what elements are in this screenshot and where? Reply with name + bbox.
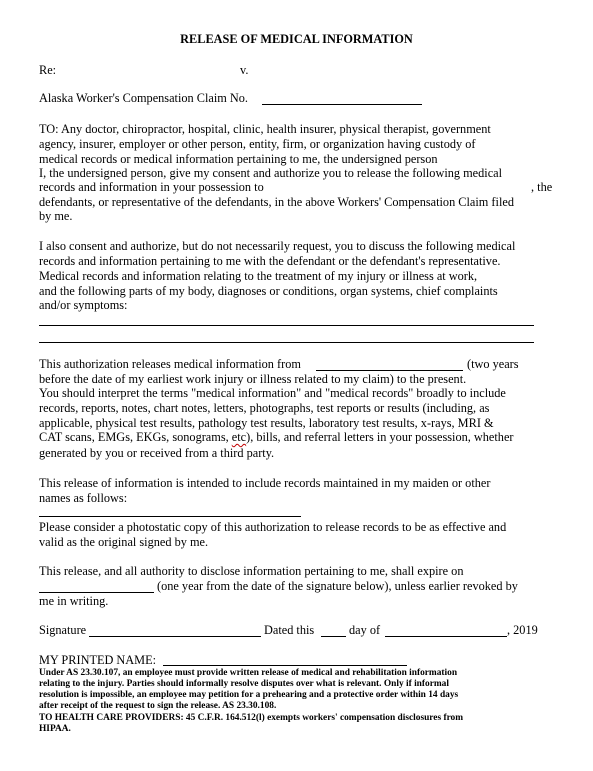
to-line-2: agency, insurer, employer or other person, entity, firm, or organization having custody of bbox=[39, 137, 476, 151]
versus-label: v. bbox=[240, 63, 249, 77]
expire-line-2: (one year from the date of the signature below), unless earlier revoked by bbox=[157, 579, 518, 593]
etc-word: etc bbox=[231, 430, 247, 444]
auth-line-6-a: CAT scans, EMGs, EKGs, sonograms, bbox=[39, 430, 229, 444]
consent-line-4: and the following parts of my body, diagnoses or conditions, organ systems, chief complaints bbox=[39, 284, 498, 298]
to-line-6: defendants, or representative of the defendants, in the above Workers' Compensation Claim filed bbox=[39, 195, 514, 209]
consent-line-5: and/or symptoms: bbox=[39, 298, 128, 312]
auth-line-3: You should interpret the terms "medical information" and "medical records" broadly to include bbox=[39, 386, 506, 400]
claim-number-field[interactable] bbox=[262, 104, 422, 105]
notice-line-4: after receipt of the request to sign the release. AS 23.30.108. bbox=[39, 701, 277, 711]
month-field[interactable] bbox=[385, 636, 507, 637]
auth-line-6-b: ), bills, and referral letters in your possession, whether bbox=[246, 430, 514, 444]
maiden-line-2: names as follows: bbox=[39, 491, 128, 505]
signature-label: Signature bbox=[39, 623, 87, 637]
year-label: , 2019 bbox=[507, 623, 538, 637]
notice-line-1: Under AS 23.30.107, an employee must provide written release of medical and rehabilitation information bbox=[39, 668, 458, 678]
consent-line-1: I also consent and authorize, but do not necessarily request, you to discuss the following medical bbox=[39, 239, 516, 253]
dated-this-label: Dated this bbox=[264, 623, 315, 637]
consent-line-2: records and information pertaining to me with the defendant or the defendant's representative. bbox=[39, 254, 501, 268]
to-line-1: TO: Any doctor, chiropractor, hospital, clinic, health insurer, physical therapist, government bbox=[39, 122, 491, 136]
consent-line-3: Medical records and information relating to the treatment of my injury or illness at work, bbox=[39, 269, 478, 283]
notice-line-5: TO HEALTH CARE PROVIDERS: 45 C.F.R. 164.512(l) exempts workers' compensation disclosures from bbox=[39, 713, 464, 723]
to-line-3: medical records or medical information pertaining to me, the undersigned person bbox=[39, 152, 438, 166]
expiration-date-field[interactable] bbox=[39, 592, 154, 593]
claim-number-label: Alaska Worker's Compensation Claim No. bbox=[39, 91, 248, 105]
date-from-field[interactable] bbox=[316, 370, 463, 371]
to-line-5: records and information in your possession to bbox=[39, 180, 264, 194]
to-line-7: by me. bbox=[39, 209, 73, 223]
day-of-label: day of bbox=[349, 623, 381, 637]
expire-line-3: me in writing. bbox=[39, 594, 109, 608]
auth-line-5: applicable, physical test results, pathology test results, laboratory test results, x-rays, MRI & bbox=[39, 416, 494, 430]
maiden-line-1: This release of information is intended to include records maintained in my maiden or other bbox=[39, 476, 491, 490]
symptoms-field-1[interactable] bbox=[39, 325, 534, 326]
symptoms-field-2[interactable] bbox=[39, 342, 534, 343]
expire-line-1: This release, and all authority to disclose information pertaining to me, shall expire on bbox=[39, 564, 464, 578]
photostatic-line-2: valid as the original signed by me. bbox=[39, 535, 209, 549]
auth-line-1: This authorization releases medical information from bbox=[39, 357, 301, 371]
document-title: RELEASE OF MEDICAL INFORMATION bbox=[180, 32, 413, 46]
printed-name-field[interactable] bbox=[163, 665, 407, 666]
to-line-5-tail: , the bbox=[531, 180, 553, 194]
notice-line-3: resolution is impossible, an employee may petition for a prehearing and a protective order within 14 days bbox=[39, 690, 459, 700]
auth-line-7: generated by you or received from a third party. bbox=[39, 446, 275, 460]
auth-line-4: records, reports, notes, chart notes, letters, photographs, test reports or results (including, as bbox=[39, 401, 490, 415]
auth-line-1-tail: (two years bbox=[467, 357, 519, 371]
day-field[interactable] bbox=[321, 636, 346, 637]
auth-line-6 bbox=[39, 430, 514, 445]
signature-field[interactable] bbox=[89, 636, 261, 637]
to-line-4: I, the undersigned person, give my consent and authorize you to release the following medical bbox=[39, 166, 503, 180]
notice-line-6: HIPAA. bbox=[39, 724, 71, 734]
re-label: Re: bbox=[39, 63, 57, 77]
other-names-field[interactable] bbox=[39, 516, 301, 517]
photostatic-line-1: Please consider a photostatic copy of this authorization to release records to be as effective and bbox=[39, 520, 507, 534]
auth-line-2: before the date of my earliest work injury or illness related to my claim) to the present. bbox=[39, 372, 467, 386]
printed-name-label: MY PRINTED NAME: bbox=[39, 653, 157, 667]
notice-line-2: relating to the injury. Parties should informally resolve disputes over what is relevant. Only if informal bbox=[39, 679, 449, 689]
